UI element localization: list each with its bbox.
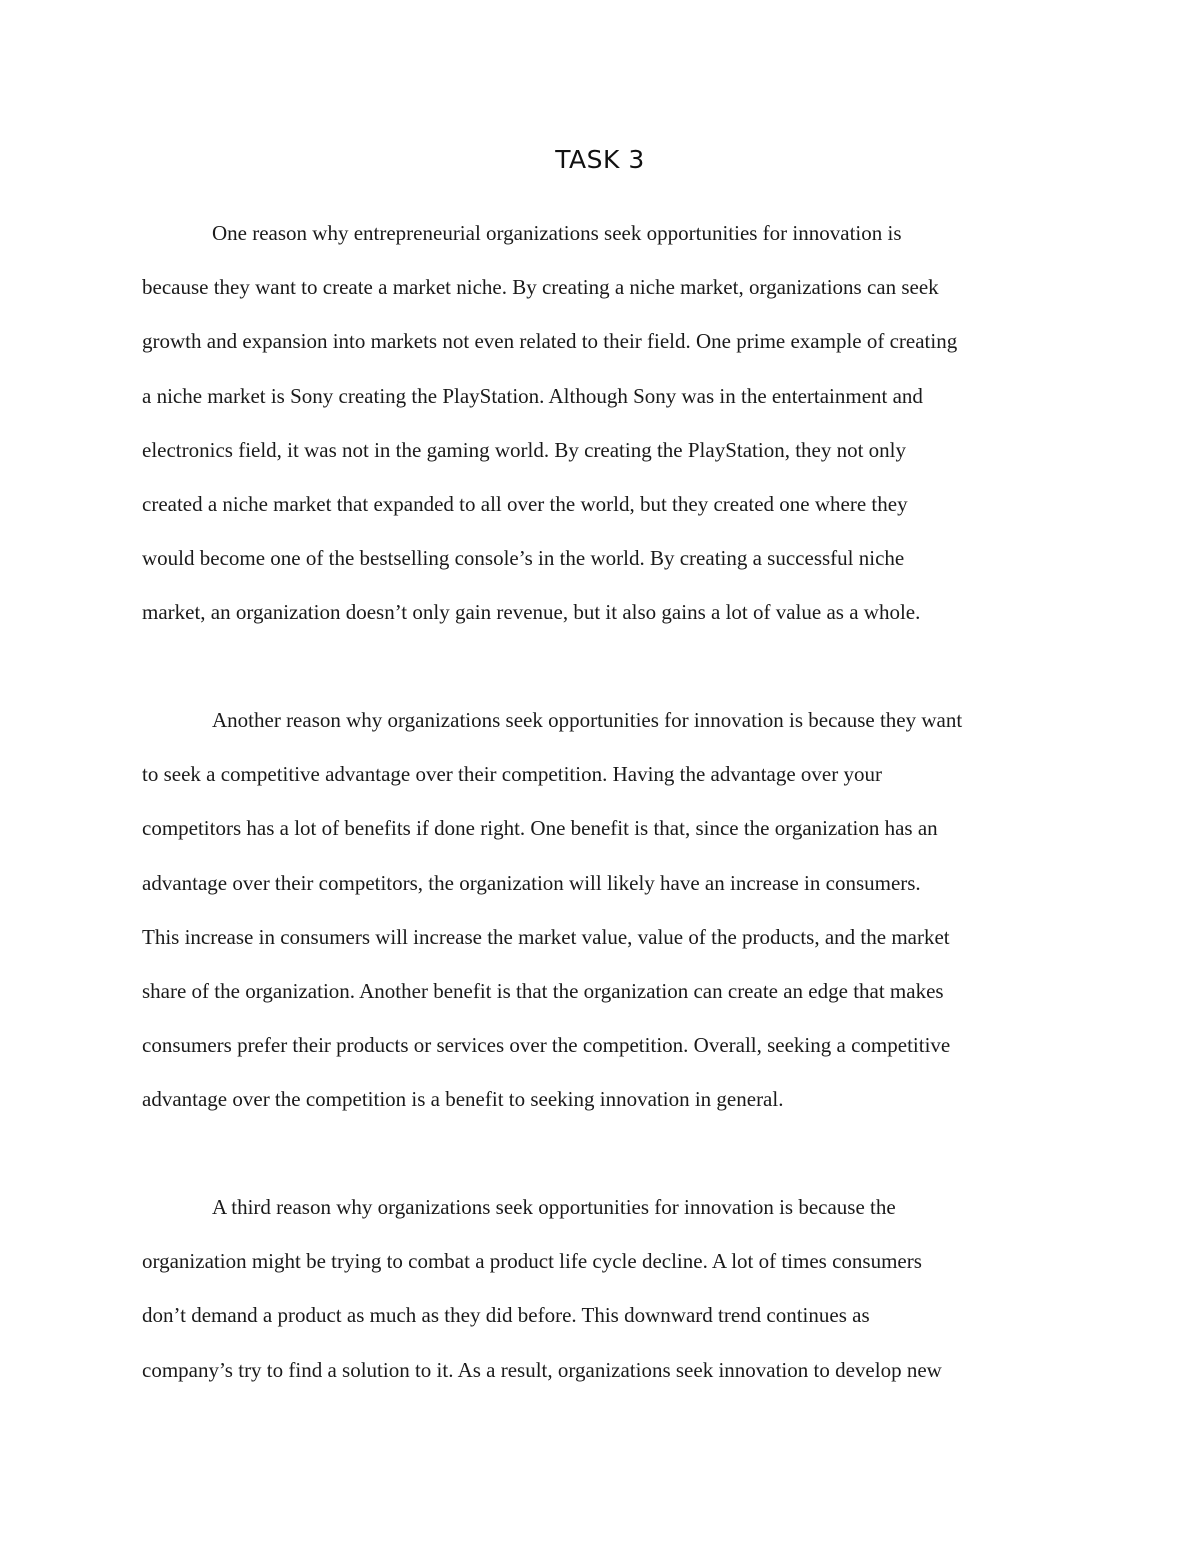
paragraph-2 bbox=[142, 693, 1057, 1127]
paragraph-line: to seek a competitive advantage over their competition. Having the advantage over your bbox=[142, 762, 882, 787]
paragraph-line: market, an organization doesn’t only gain revenue, but it also gains a lot of value as a whole. bbox=[142, 600, 921, 625]
paragraph-line: would become one of the bestselling console’s in the world. By creating a successful niche bbox=[142, 546, 905, 571]
paragraph-line: advantage over the competition is a benefit to seeking innovation in general. bbox=[142, 1087, 784, 1112]
document-title: TASK 3 bbox=[555, 145, 645, 174]
paragraph-line: This increase in consumers will increase the market value, value of the products, and the market bbox=[142, 924, 950, 949]
paragraph-line: because they want to create a market niche. By creating a niche market, organizations can seek bbox=[142, 275, 939, 300]
paragraph-line: Another reason why organizations seek opportunities for innovation is because they want bbox=[212, 708, 963, 732]
paragraph-line: One reason why entrepreneurial organizations seek opportunities for innovation is bbox=[212, 221, 902, 245]
paragraph-1 bbox=[142, 206, 1057, 640]
paragraph-line: company’s try to find a solution to it. As a result, organizations seek innovation to develop new bbox=[142, 1357, 942, 1382]
paragraph-line: competitors has a lot of benefits if done right. One benefit is that, since the organization has an bbox=[142, 816, 938, 841]
paragraph-3 bbox=[142, 1180, 1057, 1397]
paragraph-line: organization might be trying to combat a product life cycle decline. A lot of times consumers bbox=[142, 1249, 922, 1274]
paragraph-line: don’t demand a product as much as they did before. This downward trend continues as bbox=[142, 1303, 870, 1328]
paragraph-line: advantage over their competitors, the organization will likely have an increase in consumers. bbox=[142, 870, 921, 895]
paragraph-line: A third reason why organizations seek opportunities for innovation is because the bbox=[212, 1195, 896, 1219]
paragraph-line: share of the organization. Another benefit is that the organization can create an edge that makes bbox=[142, 979, 944, 1004]
paragraph-line: consumers prefer their products or services over the competition. Overall, seeking a competitive bbox=[142, 1033, 951, 1058]
paragraph-line: a niche market is Sony creating the PlayStation. Although Sony was in the entertainment and bbox=[142, 383, 923, 408]
paragraph-line: electronics field, it was not in the gaming world. By creating the PlayStation, they not only bbox=[142, 437, 907, 462]
paragraph-line: growth and expansion into markets not even related to their field. One prime example of creating bbox=[142, 329, 958, 354]
paragraph-line: created a niche market that expanded to all over the world, but they created one where they bbox=[142, 492, 908, 517]
